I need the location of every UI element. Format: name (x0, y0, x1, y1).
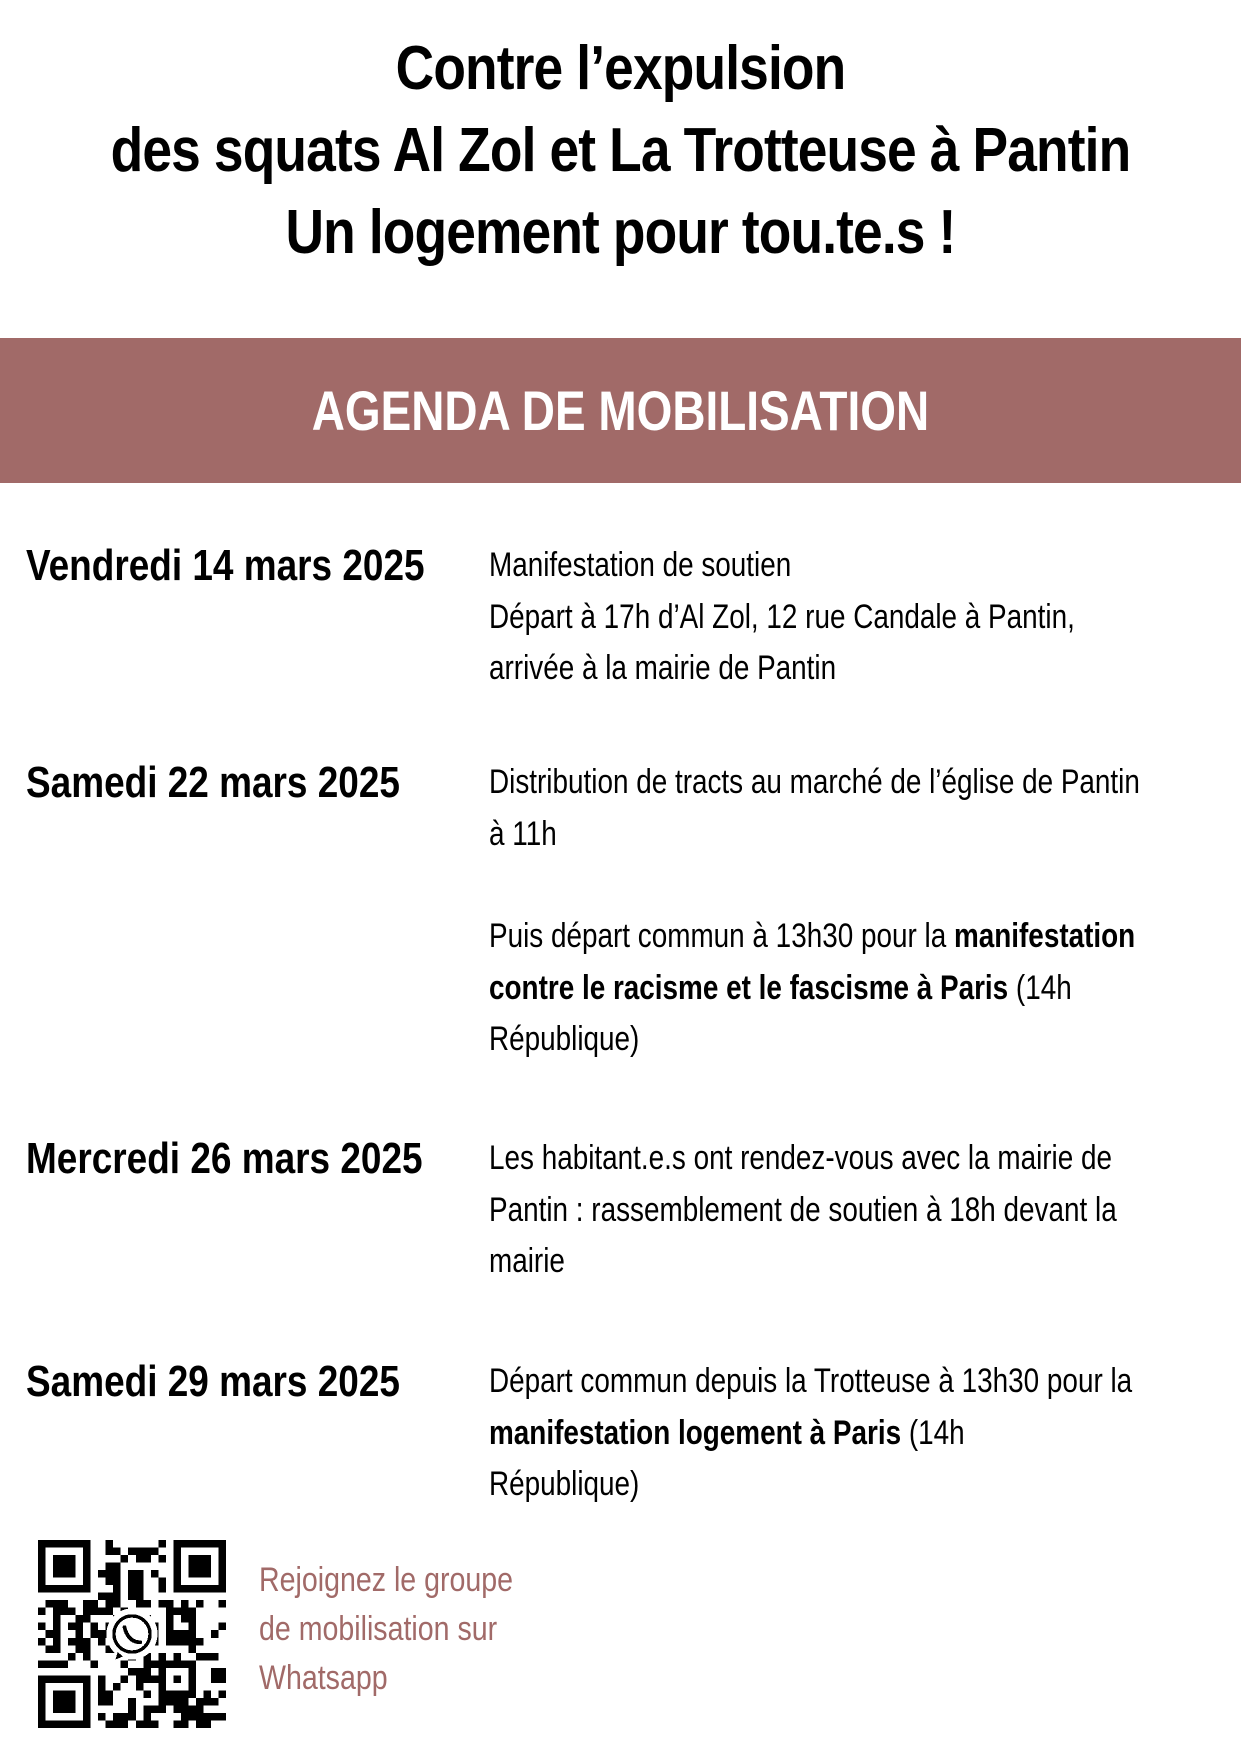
event-text: (14h (1008, 968, 1072, 1007)
event-line: République) (489, 1020, 640, 1058)
title-line-2: des squats Al Zol et La Trotteuse à Pantin (110, 116, 1131, 185)
agenda-banner-label: AGENDA DE MOBILISATION (311, 379, 930, 442)
page-title (87, 28, 1154, 274)
event-line: Départ à 17h d’Al Zol, 12 rue Candale à Pantin, (489, 597, 1075, 636)
event-date: Samedi 22 mars 2025 (26, 758, 400, 807)
event-text-bold: contre le racisme et le fascisme à Paris (489, 968, 1009, 1007)
join-line: Rejoignez le groupe (259, 1561, 514, 1599)
join-line: Whatsapp (259, 1659, 388, 1697)
event-line: mairie (489, 1242, 565, 1280)
event-line: Les habitant.e.s ont rendez-vous avec la mairie de (489, 1139, 1113, 1177)
event-text-bold: manifestation logement à Paris (489, 1413, 902, 1452)
title-line-1: Contre l’expulsion (395, 34, 846, 103)
event-description (489, 1133, 1219, 1288)
event-text: (14h (901, 1413, 965, 1452)
event-line (489, 911, 1136, 963)
agenda-banner (0, 338, 1241, 483)
event-description (489, 1356, 1219, 1511)
event-text-bold: manifestation (953, 917, 1136, 955)
event-line (489, 963, 1088, 1015)
event-line (489, 1408, 1088, 1460)
event-date: Mercredi 26 mars 2025 (26, 1134, 423, 1183)
event-line: à 11h (489, 814, 557, 853)
event-line: Distribution de tracts au marché de l’église de Pantin (489, 763, 1140, 801)
event-description (489, 540, 1219, 695)
join-line: de mobilisation sur (259, 1610, 498, 1648)
event-description (489, 757, 1219, 1066)
event-date: Samedi 29 mars 2025 (26, 1357, 400, 1406)
event-text: Puis départ commun à 13h30 pour la (489, 917, 954, 955)
whatsapp-icon (106, 1608, 157, 1659)
event-line: Pantin : rassemblement de soutien à 18h devant la (489, 1190, 1117, 1229)
whatsapp-qr-code[interactable] (38, 1540, 226, 1728)
event-line: arrivée à la mairie de Pantin (489, 649, 837, 687)
event-line: Manifestation de soutien (489, 546, 792, 584)
event-date: Vendredi 14 mars 2025 (26, 541, 425, 590)
join-group-text (259, 1556, 561, 1703)
title-line-3: Un logement pour tou.te.s ! (285, 198, 956, 267)
event-line: Départ commun depuis la Trotteuse à 13h30 pour la (489, 1362, 1133, 1400)
event-line: République) (489, 1465, 640, 1503)
